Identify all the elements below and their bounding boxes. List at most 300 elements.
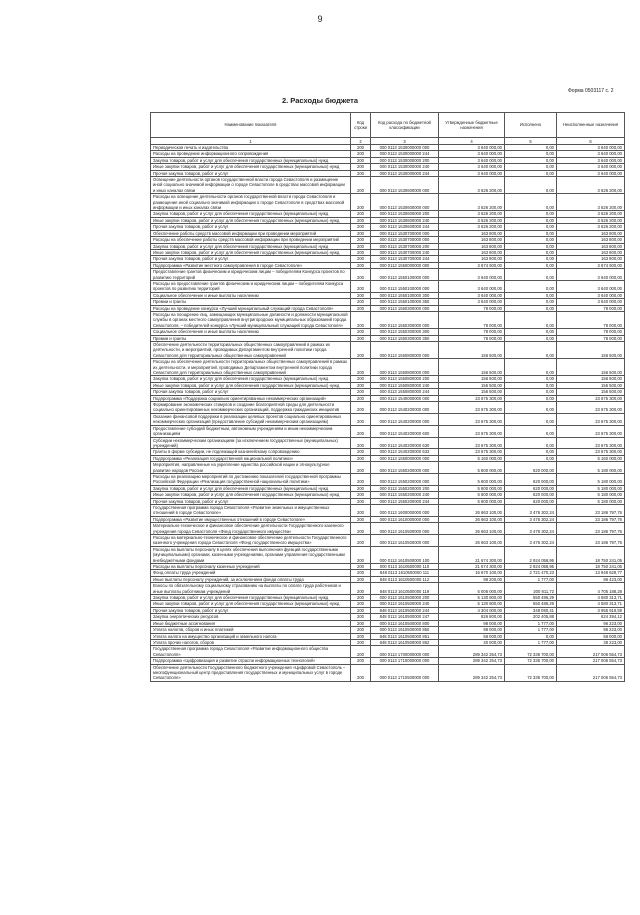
cell-unexecuted: 5 180 000,00: [557, 462, 625, 474]
cell-name: Прочая закупка товаров, работ и услуг: [151, 607, 351, 613]
cell-approved: 3 640 000,00: [439, 292, 505, 298]
cell-unexecuted: 3 640 000,00: [557, 157, 625, 163]
cell-executed: 3 476 302,24: [505, 535, 557, 547]
cell-approved: 3 626 200,00: [439, 211, 505, 217]
cell-line-code: 200: [351, 157, 371, 163]
cell-line-code: 200: [351, 546, 371, 563]
cell-name: Иные закупки товаров, работ и услуг для обеспечения государственных (муниципальных) нужд: [151, 601, 351, 607]
cell-executed: 0,00: [505, 382, 557, 388]
cell-unexecuted: 163 800,00: [557, 230, 625, 236]
cell-line-code: 200: [351, 564, 371, 570]
table-row: [151, 516, 625, 522]
cell-executed: 1 777,00: [505, 576, 557, 582]
cell-line-code: 200: [351, 570, 371, 576]
cell-unexecuted: 3 640 000,00: [557, 164, 625, 170]
cell-line-code: 200: [351, 535, 371, 547]
table-row: [151, 658, 625, 664]
col-number: 1: [151, 138, 351, 145]
cell-unexecuted: 156 500,00: [557, 382, 625, 388]
cell-approved: 26 663 100,00: [439, 504, 505, 516]
cell-executed: 550 486,29: [505, 601, 557, 607]
cell-unexecuted: 163 800,00: [557, 243, 625, 249]
cell-executed: 0,00: [505, 437, 557, 449]
cell-executed: 0,00: [505, 224, 557, 230]
cell-executed: 620 000,00: [505, 462, 557, 474]
cell-classification-code: 000 0113 1530600000 240: [371, 217, 439, 223]
table-body: [151, 145, 625, 682]
cell-unexecuted: 23 675 300,00: [557, 449, 625, 455]
cell-executed: 0,00: [505, 402, 557, 414]
cell-line-code: 200: [351, 359, 371, 376]
cell-name: Государственная программа города Севастополя «Развитие земельных и имущественных отношений в городе Севастополе»: [151, 504, 351, 516]
cell-executed: 0,00: [505, 359, 557, 376]
cell-approved: 5 006 000,00: [439, 583, 505, 595]
cell-unexecuted: 4 705 188,28: [557, 583, 625, 595]
cell-classification-code: 000 0113 1530000000 000: [371, 145, 439, 151]
cell-name: Иные закупки товаров, работ и услуг для обеспечения государственных (муниципальных) нужд: [151, 217, 351, 223]
cell-executed: 3 476 302,24: [505, 516, 557, 522]
cell-approved: 156 500,00: [439, 342, 505, 359]
cell-executed: 0,00: [505, 292, 557, 298]
cell-approved: 5 800 000,00: [439, 492, 505, 498]
cell-approved: 26 663 100,00: [439, 516, 505, 522]
cell-classification-code: 000 0113 1540200000 000: [371, 413, 439, 425]
table-row: [151, 449, 625, 455]
cell-line-code: 200: [351, 249, 371, 255]
cell-name: Расходы на выплаты персоналу казенных учреждений: [151, 564, 351, 570]
cell-line-code: 200: [351, 425, 371, 437]
cell-name: Подпрограмма «Реализация государственной национальной политики»: [151, 455, 351, 461]
cell-approved: 98 000,00: [439, 620, 505, 626]
cell-line-code: 200: [351, 516, 371, 522]
cell-line-code: 200: [351, 389, 371, 395]
cell-classification-code: 848 0113 1610500000 851: [371, 633, 439, 639]
cell-unexecuted: 3 640 000,00: [557, 145, 625, 151]
cell-line-code: 200: [351, 211, 371, 217]
cell-approved: 156 500,00: [439, 376, 505, 382]
cell-executed: 0,00: [505, 256, 557, 262]
cell-line-code: 200: [351, 243, 371, 249]
cell-unexecuted: 163 800,00: [557, 237, 625, 243]
header-approved: Утвержденные бюджетные назначения: [439, 113, 505, 138]
cell-classification-code: 000 0113 1550800000 000: [371, 342, 439, 359]
cell-name: Взносы по обязательному социальному страхованию на выплаты по оплате труда работников и иные выплаты работникам учреждений: [151, 583, 351, 595]
form-label: Форма 0503117 с. 2: [568, 88, 614, 94]
cell-executed: 3 476 302,24: [505, 504, 557, 516]
cell-classification-code: 000 0113 1610500000 110: [371, 564, 439, 570]
cell-executed: 2 924 058,95: [505, 546, 557, 563]
cell-classification-code: 000 0113 1550300000 350: [371, 335, 439, 341]
cell-classification-code: 000 0113 1610500000 200: [371, 595, 439, 601]
cell-approved: 3 626 200,00: [439, 217, 505, 223]
cell-line-code: 200: [351, 473, 371, 485]
cell-name: Материально-техническое и финансовое обеспечение деятельности Государственного казенного учреждения города Севастополя «Фонд государственного имущества»: [151, 523, 351, 535]
cell-name: Обеспечение деятельности территориальных общественных самоуправлений в рамках их деятельности, и мероприятий, проводимых Департаментом внутренней политики города Севастополя для территориальных общественных самоуправлений: [151, 342, 351, 359]
cell-approved: 3 640 000,00: [439, 157, 505, 163]
col-number: 2: [351, 138, 371, 145]
cell-unexecuted: 18 750 241,05: [557, 564, 625, 570]
cell-line-code: 200: [351, 311, 371, 328]
table-row: [151, 425, 625, 437]
cell-unexecuted: 38 223,00: [557, 639, 625, 645]
cell-line-code: 200: [351, 658, 371, 664]
cell-executed: 0,00: [505, 425, 557, 437]
cell-unexecuted: 23 675 300,00: [557, 402, 625, 414]
cell-name: Прочая закупка товаров, работ и услуг: [151, 170, 351, 176]
cell-unexecuted: 156 500,00: [557, 389, 625, 395]
cell-approved: 5 160 000,00: [439, 455, 505, 461]
cell-name: Премии и гранты: [151, 299, 351, 305]
cell-approved: 23 675 300,00: [439, 395, 505, 401]
cell-executed: 1 777,00: [505, 639, 557, 645]
cell-line-code: 200: [351, 413, 371, 425]
cell-name: Гранты в форме субсидии, не подлежащей казначейскому сопровождению: [151, 449, 351, 455]
table-header-row: [151, 113, 625, 138]
cell-approved: 289 342 254,73: [439, 646, 505, 658]
cell-unexecuted: 624 394,12: [557, 614, 625, 620]
cell-unexecuted: 23 675 300,00: [557, 413, 625, 425]
table-row: [151, 437, 625, 449]
cell-unexecuted: 3 640 000,00: [557, 269, 625, 281]
table-row: [151, 564, 625, 570]
cell-unexecuted: 96 223,00: [557, 627, 625, 633]
table-row: [151, 607, 625, 613]
page-number: 9: [317, 14, 323, 24]
cell-approved: 98 200,00: [439, 576, 505, 582]
cell-unexecuted: 5 180 000,00: [557, 473, 625, 485]
table-row: [151, 145, 625, 151]
header-name: Наименование показателя: [151, 113, 351, 138]
cell-classification-code: 000 0113 1610500000 240: [371, 601, 439, 607]
cell-classification-code: 848 0113 1610500000 111: [371, 570, 439, 576]
table-row: [151, 280, 625, 292]
cell-approved: 156 500,00: [439, 382, 505, 388]
table-row: [151, 523, 625, 535]
cell-approved: 21 674 300,00: [439, 546, 505, 563]
cell-name: Расходы на реализацию мероприятий по достижению показателей государственной программы Российской Федерации «Реализация государственной национальной политики»: [151, 473, 351, 485]
cell-classification-code: 000 0113 1550800000 200: [371, 376, 439, 382]
table-row: [151, 269, 625, 281]
cell-classification-code: 000 0113 1610500000 800: [371, 620, 439, 626]
table-row: [151, 157, 625, 163]
cell-name: Уплата налога на имущество организаций и земельного налога: [151, 633, 351, 639]
table-row: [151, 329, 625, 335]
cell-approved: 289 342 254,73: [439, 658, 505, 664]
table-row: [151, 151, 625, 157]
cell-classification-code: 000 0113 1550300000 300: [371, 329, 439, 335]
cell-classification-code: 000 0113 1550100000 350: [371, 299, 439, 305]
cell-name: Расходы на предоставление грантов физическим и юридическим лицам – победителям Конкурса проектов по развитию территорий: [151, 280, 351, 292]
cell-name: Подпрограмма «Развитие местного самоуправления в городе Севастополе»: [151, 262, 351, 268]
cell-line-code: 200: [351, 145, 371, 151]
cell-approved: 5 130 800,00: [439, 595, 505, 601]
cell-classification-code: 000 0113 1550100000 000: [371, 280, 439, 292]
cell-line-code: 200: [351, 633, 371, 639]
cell-name: Расходы на материально-техническое и финансовое обеспечение деятельности Государственного казенного учреждения города Севастополя «Фонд государственного имущества»: [151, 535, 351, 547]
column-number-row: [151, 138, 625, 145]
cell-approved: 23 675 300,00: [439, 413, 505, 425]
cell-executed: 0,00: [505, 395, 557, 401]
cell-unexecuted: 23 675 300,00: [557, 425, 625, 437]
cell-line-code: 200: [351, 237, 371, 243]
cell-unexecuted: 3 626 200,00: [557, 177, 625, 194]
cell-unexecuted: 58 000,00: [557, 633, 625, 639]
cell-executed: 0,00: [505, 262, 557, 268]
cell-unexecuted: 3 640 000,00: [557, 151, 625, 157]
cell-name: Фонд оплаты труда учреждений: [151, 570, 351, 576]
cell-classification-code: 000 0113 1530000000 244: [371, 170, 439, 176]
cell-unexecuted: 78 000,00: [557, 305, 625, 311]
cell-unexecuted: 5 180 000,00: [557, 485, 625, 491]
cell-name: Иные бюджетные ассигнования: [151, 620, 351, 626]
cell-unexecuted: 217 006 554,73: [557, 664, 625, 681]
cell-approved: 3 640 000,00: [439, 170, 505, 176]
col-number: 4: [439, 138, 505, 145]
cell-classification-code: 000 0113 1540000000 000: [371, 395, 439, 401]
cell-unexecuted: 3 640 000,00: [557, 170, 625, 176]
cell-line-code: 200: [351, 395, 371, 401]
header-executed: Исполнено: [505, 113, 557, 138]
cell-classification-code: 000 0113 1550200000 240: [371, 492, 439, 498]
cell-name: Иные закупки товаров, работ и услуг для обеспечения государственных (муниципальных) нужд: [151, 382, 351, 388]
cell-executed: 0,00: [505, 311, 557, 328]
cell-unexecuted: 217 006 554,73: [557, 646, 625, 658]
table-row: [151, 473, 625, 485]
cell-line-code: 200: [351, 335, 371, 341]
cell-approved: 78 000,00: [439, 305, 505, 311]
section-title: 2. Расходы бюджета: [281, 96, 359, 105]
cell-name: Социальное обеспечение и иные выплаты населению: [151, 292, 351, 298]
cell-executed: 620 000,00: [505, 485, 557, 491]
cell-classification-code: 000 0113 1710500000 000: [371, 664, 439, 681]
cell-unexecuted: 13 948 629,77: [557, 570, 625, 576]
table-row: [151, 627, 625, 633]
table-row: [151, 177, 625, 194]
cell-unexecuted: 23 186 797,76: [557, 516, 625, 522]
cell-name: Закупка энергетических ресурсов: [151, 614, 351, 620]
table-row: [151, 292, 625, 298]
cell-classification-code: 000 0113 1530600000 200: [371, 211, 439, 217]
cell-classification-code: 000 0113 1540200000 630: [371, 437, 439, 449]
cell-line-code: 200: [351, 402, 371, 414]
cell-name: Закупка товаров, работ и услуг для обеспечения государственных (муниципальных) нужд: [151, 243, 351, 249]
cell-classification-code: 000 0113 1550200000 200: [371, 485, 439, 491]
cell-classification-code: 000 0113 1530000000 240: [371, 164, 439, 170]
cell-name: Расходы на обеспечение работы средств массовой информации при проведении мероприятий: [151, 237, 351, 243]
table-row: [151, 194, 625, 211]
cell-name: Расходы на проведение информационного сопровождения: [151, 151, 351, 157]
table-row: [151, 230, 625, 236]
cell-unexecuted: 3 640 000,00: [557, 280, 625, 292]
cell-line-code: 200: [351, 177, 371, 194]
cell-name: Субсидии некоммерческим организациям (за исключением государственных (муниципальных) учреждений): [151, 437, 351, 449]
cell-approved: 163 800,00: [439, 256, 505, 262]
cell-approved: 5 800 000,00: [439, 473, 505, 485]
cell-line-code: 200: [351, 437, 371, 449]
cell-name: Закупка товаров, работ и услуг для обеспечения государственных (муниципальных) нужд: [151, 485, 351, 491]
cell-approved: 4 304 000,00: [439, 607, 505, 613]
cell-name: Расходы на проведение конкурса «Лучший муниципальный служащий города Севастополя»: [151, 305, 351, 311]
cell-line-code: 200: [351, 639, 371, 645]
cell-approved: 98 000,00: [439, 627, 505, 633]
cell-approved: 3 674 500,00: [439, 262, 505, 268]
table-row: [151, 311, 625, 328]
cell-classification-code: 000 0113 1550300000 000: [371, 311, 439, 328]
cell-name: Предоставление грантов физическим и юридическим лицам – победителям Конкурса проектов по развитию территорий: [151, 269, 351, 281]
cell-classification-code: 000 0113 1710000000 000: [371, 658, 439, 664]
header-unexecuted: Неисполненные назначения: [557, 113, 625, 138]
cell-classification-code: 000 0113 1550200000 000: [371, 462, 439, 474]
cell-unexecuted: 163 800,00: [557, 256, 625, 262]
table-row: [151, 462, 625, 474]
cell-executed: 0,00: [505, 237, 557, 243]
cell-classification-code: 000 0113 1530700000 000: [371, 237, 439, 243]
cell-line-code: 200: [351, 485, 371, 491]
table-row: [151, 395, 625, 401]
col-number: 3: [371, 138, 439, 145]
cell-classification-code: 000 0113 1550100000 000: [371, 269, 439, 281]
cell-line-code: 200: [351, 595, 371, 601]
cell-classification-code: 000 0113 1540200000 600: [371, 425, 439, 437]
cell-name: Иные закупки товаров, работ и услуг для обеспечения государственных (муниципальных) нужд: [151, 492, 351, 498]
cell-unexecuted: 3 640 000,00: [557, 299, 625, 305]
cell-classification-code: 000 0113 1530600000 000: [371, 194, 439, 211]
cell-line-code: 200: [351, 498, 371, 504]
cell-classification-code: 000 0113 1610500000 000: [371, 535, 439, 547]
cell-executed: 620 000,00: [505, 498, 557, 504]
cell-approved: 3 626 200,00: [439, 224, 505, 230]
cell-unexecuted: 156 500,00: [557, 342, 625, 359]
table-row: [151, 504, 625, 516]
table-row: [151, 455, 625, 461]
cell-unexecuted: 23 675 300,00: [557, 437, 625, 449]
cell-line-code: 200: [351, 299, 371, 305]
cell-approved: 5 800 000,00: [439, 498, 505, 504]
cell-approved: 23 675 300,00: [439, 437, 505, 449]
cell-line-code: 200: [351, 292, 371, 298]
cell-approved: 163 800,00: [439, 243, 505, 249]
cell-executed: 0,00: [505, 305, 557, 311]
cell-name: Иные выплаты персоналу учреждений, за исключением фонда оплаты труда: [151, 576, 351, 582]
cell-name: Социальное обеспечение и иные выплаты населению: [151, 329, 351, 335]
cell-line-code: 200: [351, 646, 371, 658]
cell-unexecuted: 3 626 200,00: [557, 217, 625, 223]
table-row: [151, 601, 625, 607]
cell-approved: 163 800,00: [439, 230, 505, 236]
cell-line-code: 200: [351, 607, 371, 613]
cell-classification-code: 848 0113 1610500000 852: [371, 639, 439, 645]
cell-name: Расходы на выплаты персоналу в целях обеспечения выполнения функций государственными (муниципальными) органами, казенными учреждениями, органами управления государственными внебюджетными фондами: [151, 546, 351, 563]
cell-name: Обеспечение работы средств массовой информации при проведении мероприятий: [151, 230, 351, 236]
cell-unexecuted: 23 186 797,76: [557, 504, 625, 516]
cell-executed: 3 476 302,24: [505, 523, 557, 535]
cell-name: Иные закупки товаров, работ и услуг для обеспечения государственных (муниципальных) нужд: [151, 164, 351, 170]
cell-name: Подпрограмма «Развитие имущественных отношений в городе Севастополе»: [151, 516, 351, 522]
cell-line-code: 200: [351, 376, 371, 382]
cell-unexecuted: 78 000,00: [557, 311, 625, 328]
cell-unexecuted: 23 186 797,76: [557, 523, 625, 535]
cell-unexecuted: 96 423,00: [557, 576, 625, 582]
cell-line-code: 200: [351, 664, 371, 681]
cell-executed: 0,00: [505, 170, 557, 176]
table-row: [151, 224, 625, 230]
cell-executed: 0,00: [505, 164, 557, 170]
table-row: [151, 389, 625, 395]
cell-name: Прочая закупка товаров, работ и услуг: [151, 224, 351, 230]
table-row: [151, 305, 625, 311]
table-row: [151, 359, 625, 376]
cell-approved: 5 800 000,00: [439, 462, 505, 474]
cell-name: Расходы на обеспечение деятельности территориальных общественных самоуправлений в рамках их деятельности, и мероприятий, проводимых Департаментом внутренней политики города Севастополя для территориальных общественных самоуправлений: [151, 359, 351, 376]
cell-executed: 0,00: [505, 249, 557, 255]
table-row: [151, 382, 625, 388]
table-row: [151, 402, 625, 414]
cell-line-code: 200: [351, 614, 371, 620]
cell-approved: 3 640 000,00: [439, 269, 505, 281]
cell-name: Освещение деятельности органов государственной власти города Севастополя и размещение иной социально значимой информации о городе Севастополе в средствах массовой информации и иных каналах связи: [151, 177, 351, 194]
table-row: [151, 243, 625, 249]
cell-classification-code: 000 0113 1550000000 000: [371, 455, 439, 461]
cell-executed: 620 000,00: [505, 492, 557, 498]
table-row: [151, 646, 625, 658]
cell-unexecuted: 78 000,00: [557, 335, 625, 341]
cell-approved: 3 626 200,00: [439, 177, 505, 194]
cell-approved: 3 640 000,00: [439, 151, 505, 157]
cell-approved: 826 800,00: [439, 614, 505, 620]
cell-executed: 0,00: [505, 243, 557, 249]
cell-classification-code: 000 0113 1530700000 244: [371, 256, 439, 262]
cell-executed: 72 335 700,00: [505, 664, 557, 681]
cell-line-code: 200: [351, 455, 371, 461]
cell-unexecuted: 3 626 200,00: [557, 194, 625, 211]
cell-executed: 2 924 058,95: [505, 564, 557, 570]
table-row: [151, 633, 625, 639]
table-row: [151, 249, 625, 255]
cell-classification-code: 000 0113 1530700000 240: [371, 249, 439, 255]
cell-classification-code: 000 0113 1530600000 244: [371, 224, 439, 230]
header-line-code: Код строки: [351, 113, 371, 138]
table-row: [151, 170, 625, 176]
cell-approved: 163 800,00: [439, 237, 505, 243]
cell-classification-code: 000 0113 1540200000 000: [371, 402, 439, 414]
cell-name: Подпрограмма «Поддержка социально ориентированных некоммерческих организаций»: [151, 395, 351, 401]
cell-executed: 0,00: [505, 329, 557, 335]
table-row: [151, 413, 625, 425]
table-row: [151, 237, 625, 243]
cell-classification-code: 000 0113 1550800000 000: [371, 359, 439, 376]
table-row: [151, 535, 625, 547]
table-row: [151, 546, 625, 563]
cell-name: Расходы на освещение деятельности органов государственной власти города Севастополя и размещение иной социально значимой информации о городе Севастополе в средствах массовой информации и иных каналах связи: [151, 194, 351, 211]
cell-classification-code: 848 0113 1610500000 247: [371, 614, 439, 620]
col-number: 5: [505, 138, 557, 145]
cell-line-code: 200: [351, 224, 371, 230]
cell-approved: 78 000,00: [439, 311, 505, 328]
cell-approved: 40 000,00: [439, 639, 505, 645]
cell-classification-code: 000 0113 1610500000 100: [371, 546, 439, 563]
cell-executed: 1 777,00: [505, 620, 557, 626]
cell-classification-code: 000 0113 1700000000 000: [371, 646, 439, 658]
cell-line-code: 200: [351, 627, 371, 633]
cell-executed: 0,00: [505, 299, 557, 305]
cell-unexecuted: 3 626 200,00: [557, 211, 625, 217]
cell-unexecuted: 78 000,00: [557, 329, 625, 335]
table-row: [151, 583, 625, 595]
cell-executed: 620 000,00: [505, 473, 557, 485]
cell-name: Закупка товаров, работ и услуг для обеспечения государственных (муниципальных) нужд: [151, 595, 351, 601]
cell-executed: 72 335 700,00: [505, 646, 557, 658]
cell-executed: 0,00: [505, 413, 557, 425]
